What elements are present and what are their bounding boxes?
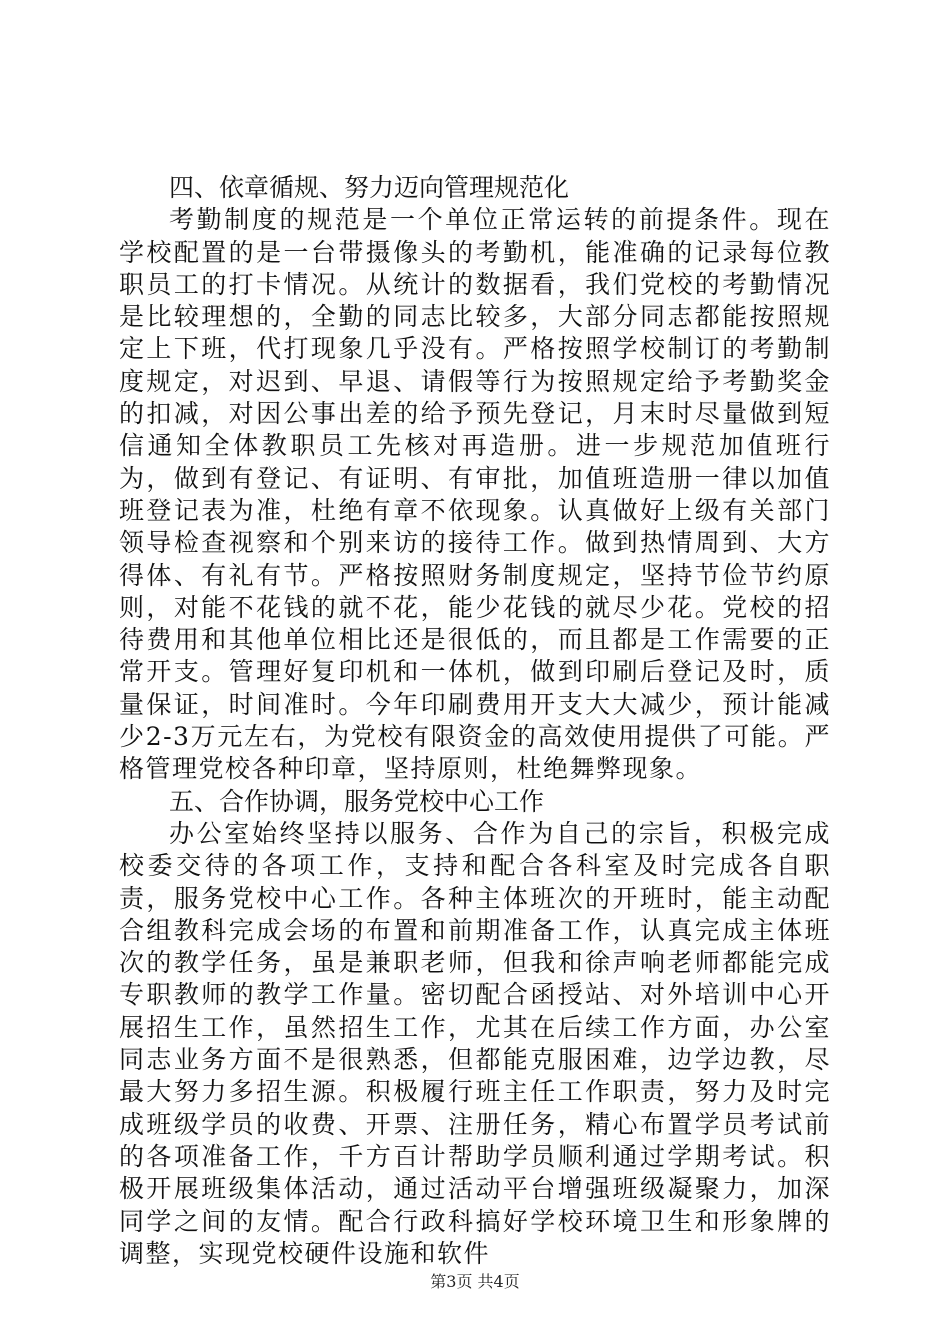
section-paragraph-4: 考勤制度的规范是一个单位正常运转的前提条件。现在学校配置的是一台带摄像头的考勤机，能准确的记录每位教职员工的打卡情况。从统计的数据看，我们党校的考勤情况是比较理想的，全勤的同志比较多，大部分同志都能按照规定上下班，代打现象几乎没有。严格按照学校制订的考勤制度规定，对迟到、早退、请假等行为按照规定给予考勤奖金的扣减，对因公事出差的给予预先登记，月末时尽量做到短信通知全体教职员工先核对再造册。进一步规范加值班行为，做到有登记、有证明、有审批，加值班造册一律以加值班登记表为准，杜绝有章不依现象。认真做好上级有关部门领导检查视察和个别来访的接待工作。做到热情周到、大方得体、有礼有节。严格按照财务制度规定，坚持节俭节约原则，对能不花钱的就不花，能少花钱的就尽少花。党校的招待费用和其他单位相比还是很低的，而且都是工作需要的正常开支。管理好复印机和一体机，做到印刷后登记及时，质量保证，时间准时。今年印刷费用开支大大减少，预计能减少2-3万元左右，为党校有限资金的高效使用提供了可能。严格管理党校各种印章，坚持原则，杜绝舞弊现象。 [119, 205, 831, 784]
section-heading-4: 四、依章循规、努力迈向管理规范化 [169, 173, 570, 202]
page-footer: 第3页 共4页 [430, 1272, 520, 1291]
section-paragraph-5: 办公室始终坚持以服务、合作为自己的宗旨，积极完成校委交待的各项工作，支持和配合各科室及时完成各自职责，服务党校中心工作。各种主体班次的开班时，能主动配合组教科完成会场的布置和前期准备工作，认真完成主体班次的教学任务，虽是兼职老师，但我和徐声响老师都能完成专职教师的教学工作量。密切配合函授站、对外培训中心开展招生工作，虽然招生工作，尤其在后续工作方面，办公室同志业务方面不是很熟悉，但都能克服困难，边学边教，尽最大努力多招生源。积极履行班主任工作职责，努力及时完成班级学员的收费、开票、注册任务，精心布置学员考试前的各项准备工作，千方百计帮助学员顺利通过学期考试。积极开展班级集体活动，通过活动平台增强班级凝聚力，加深同学之间的友情。配合行政科搞好学校环境卫生和形象牌的调整，实现党校硬件设施和软件 [119, 818, 831, 1268]
section-heading-5: 五、合作协调，服务党校中心工作 [169, 786, 545, 816]
document-body [119, 172, 831, 1270]
